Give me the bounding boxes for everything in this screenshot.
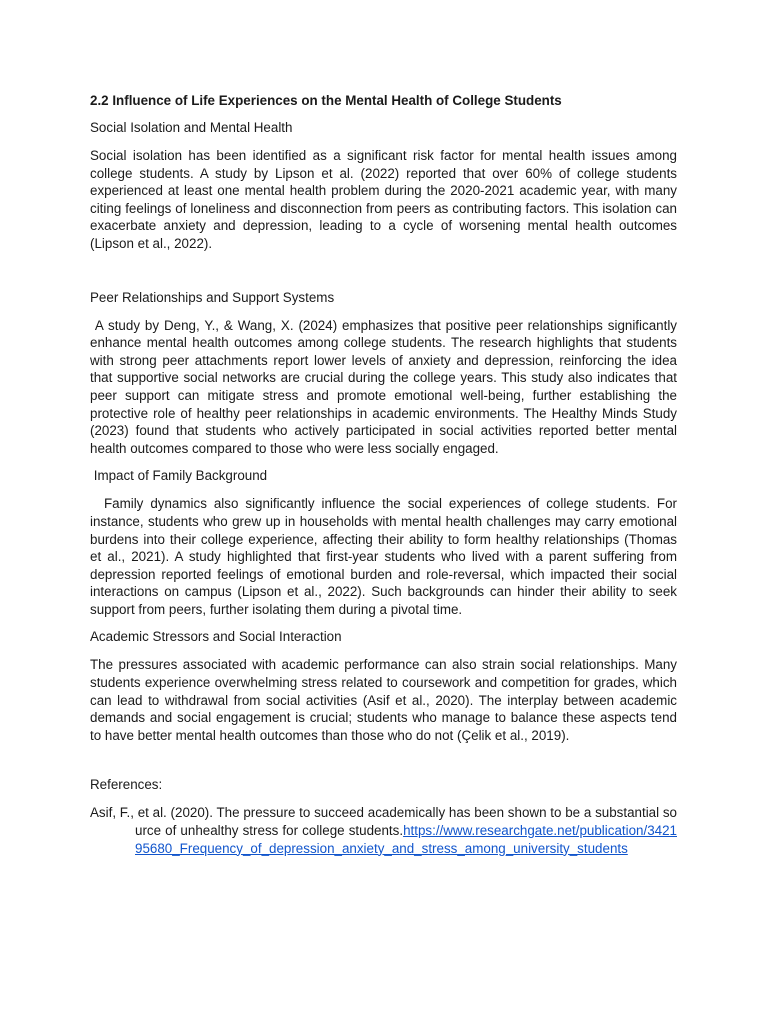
paragraph-family-background: Family dynamics also significantly influence the social experiences of college students. For instance, students who grew up in households with mental health challenges may carry emotional burdens into their college experience, affecting their ability to form healthy relationships (Thomas et al., 2021). A study highlighted that first-year students who lived with a parent suffering from depression reported feelings of emotional burden and role-reversal, which impacted their social interactions on campus (Lipson et al., 2022). Such backgrounds can hinder their ability to seek support from peers, further isolating them during a pivotal time.	[90, 496, 681, 617]
paragraph-peer-relationships: A study by Deng, Y., & Wang, X. (2024) emphasizes that positive peer relationships significantly enhance mental health outcomes among college students. The research highlights that students with strong peer attachments report lower levels of anxiety and depression, reinforcing the idea that supportive social networks are crucial during the college years. This study also indicates that peer support can mitigate stress and promote emotional well-being, further establishing the protective role of healthy peer relationships in academic environments. The Healthy Minds Study (2023) found that students who actively participated in social activities reported better mental health outcomes compared to those who were less socially engaged.	[90, 317, 681, 456]
paragraph-academic-stressors: The pressures associated with academic performance can also strain social relationships. Many students experience overwhelming stress related to coursework and competition for grades, which can lead to withdrawal from social activities (Asif et al., 2020). The interplay between academic demands and social engagement is crucial; students who manage to balance these aspects tend to have better mental health outcomes than those who do not (Çelik et al., 2019).	[90, 657, 677, 743]
paragraph-social-isolation: Social isolation has been identified as a significant risk factor for mental health issues among college students. A study by Lipson et al. (2022) reported that over 60% of college students experienced at least one mental health problem during the 2020-2021 academic year, with many citing feelings of loneliness and disconnection from peers as contributing factors. This isolation can exacerbate anxiety and depression, leading to a cycle of worsening mental health outcomes (Lipson et al., 2022).	[90, 148, 677, 251]
subsection-heading-peer-relationships: Peer Relationships and Support Systems	[90, 289, 335, 305]
spacer	[90, 263, 677, 289]
reference-text: Asif, F., et al. (2020). The pressure to succeed academically has been shown to be a substantial source of unhealthy stress for college students.	[90, 805, 677, 839]
reference-link[interactable]: https://www.researchgate.net/publication/342195680_Frequency_of_depression_anxiety_and_stress_among_university_students	[135, 823, 677, 856]
subsection-heading-academic-stressors: Academic Stressors and Social Interaction	[90, 629, 342, 645]
document-page	[90, 92, 681, 857]
spacer	[90, 754, 677, 776]
subsection-heading-social-isolation: Social Isolation and Mental Health	[90, 120, 293, 135]
section-title: 2.2 Influence of Life Experiences on the Mental Health of College Students	[90, 93, 562, 108]
references-title: References:	[90, 777, 163, 793]
reference-item	[90, 804, 677, 857]
subsection-heading-family-background: Impact of Family Background	[90, 468, 268, 484]
